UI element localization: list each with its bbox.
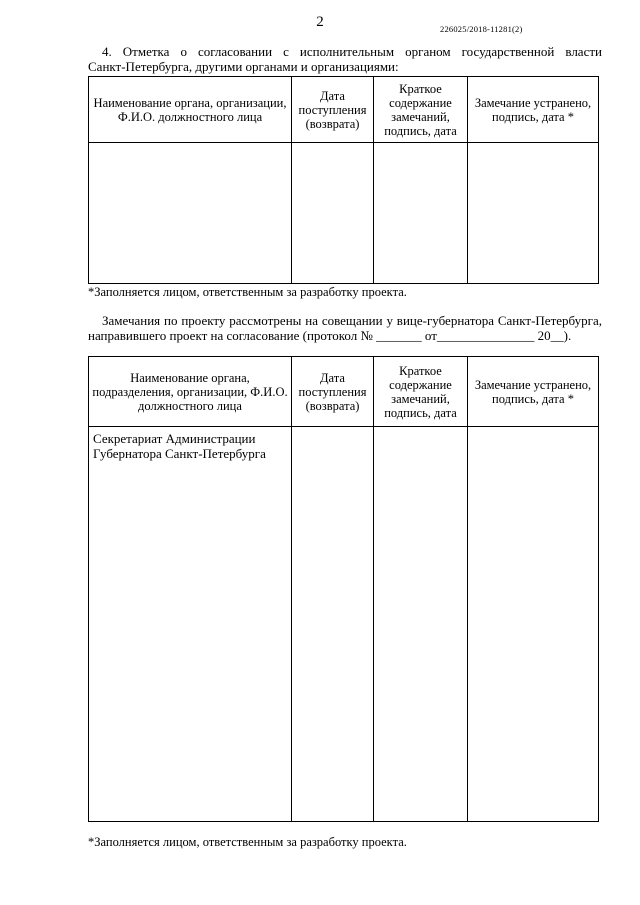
header-remarks-summary: Краткое содержание замечаний, подпись, дата [374, 77, 468, 143]
table-row [89, 427, 599, 822]
cell-remark-resolved[interactable] [468, 427, 599, 822]
header-date-received: Дата поступления (возврата) [292, 77, 374, 143]
meeting-line-2: направившего проект на согласование (протокол № _______ от_______________ 20__). [88, 328, 572, 343]
meeting-note [88, 313, 602, 343]
meeting-remarks-table [88, 356, 599, 822]
header-remarks-summary: Краткое содержание замечаний, подпись, дата [374, 357, 468, 427]
page-number: 2 [316, 14, 324, 30]
section-4-heading [88, 44, 602, 74]
table-header-row [89, 77, 599, 143]
cell-organization[interactable] [89, 143, 292, 284]
table-header-row [89, 357, 599, 427]
cell-remarks-summary[interactable] [374, 143, 468, 284]
approval-table [88, 76, 599, 284]
cell-remark-resolved[interactable] [468, 143, 599, 284]
cell-date-received[interactable] [292, 427, 374, 822]
section-4-line-1: 4. Отметка о согласовании с исполнительным органом государственной власти [102, 44, 602, 59]
header-date-received: Дата поступления (возврата) [292, 357, 374, 427]
table-row [89, 143, 599, 284]
header-remark-resolved: Замечание устранено, подпись, дата * [468, 357, 599, 427]
cell-organization[interactable]: Секретариат Администрации Губернатора Санкт-Петербурга [89, 427, 292, 822]
cell-remarks-summary[interactable] [374, 427, 468, 822]
document-code: 226025/2018-11281(2) [440, 24, 523, 34]
cell-date-received[interactable] [292, 143, 374, 284]
header-organization: Наименование органа, подразделения, организации, Ф.И.О. должностного лица [89, 357, 292, 427]
header-organization: Наименование органа, организации, Ф.И.О. должностного лица [89, 77, 292, 143]
meeting-line-1: Замечания по проекту рассмотрены на совещании у вице-губернатора Санкт-Петербурга, [102, 313, 602, 328]
footnote-2: *Заполняется лицом, ответственным за разработку проекта. [88, 835, 407, 849]
section-4-line-2: Санкт-Петербурга, другими органами и организациями: [88, 59, 399, 74]
footnote-1: *Заполняется лицом, ответственным за разработку проекта. [88, 285, 407, 299]
header-remark-resolved: Замечание устранено, подпись, дата * [468, 77, 599, 143]
